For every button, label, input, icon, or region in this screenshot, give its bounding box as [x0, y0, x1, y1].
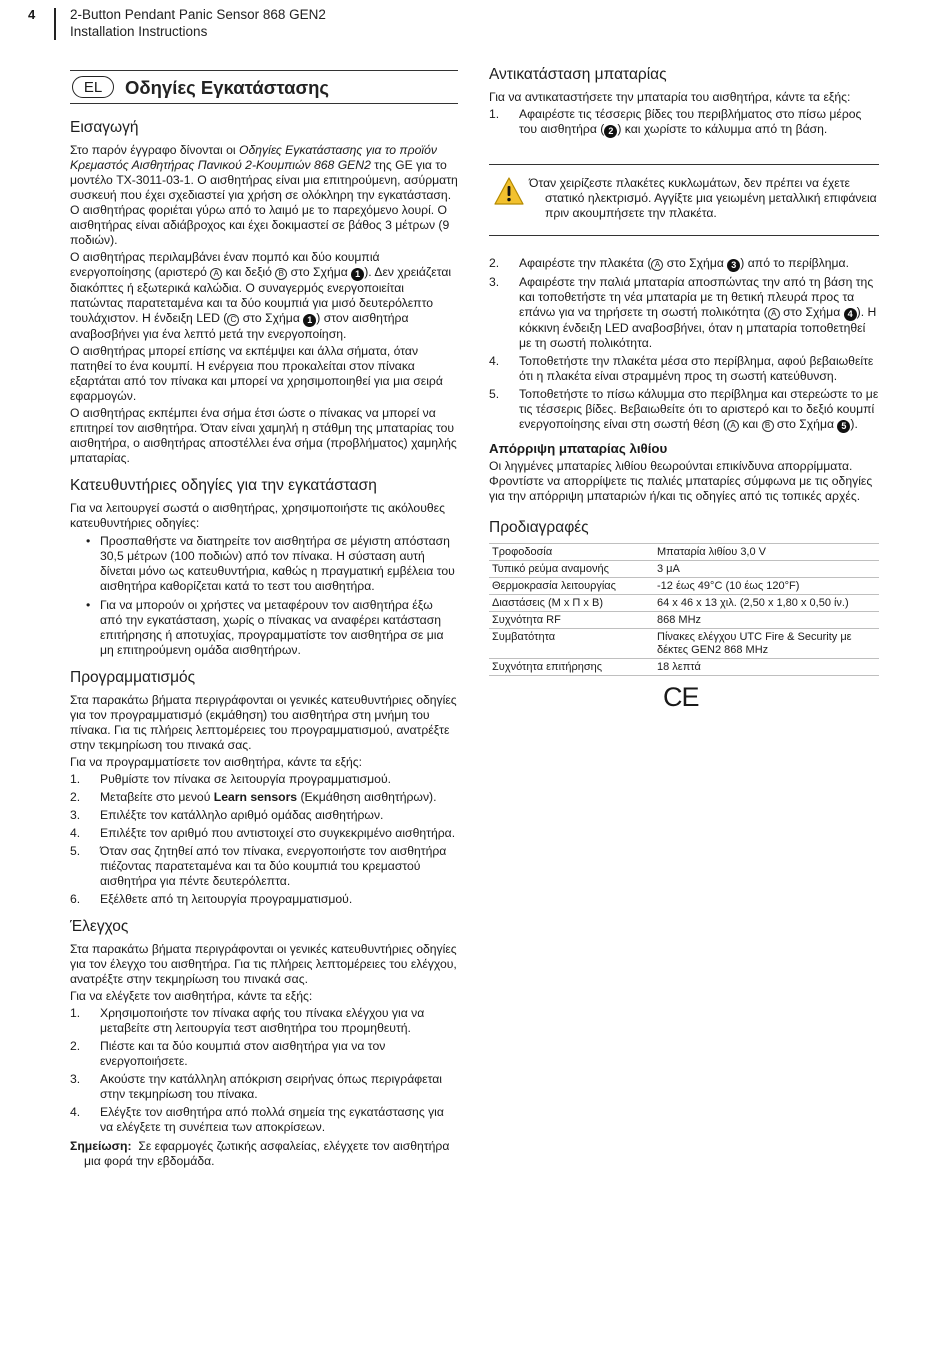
static-warning: [489, 164, 879, 236]
specs-heading: Προδιαγραφές: [489, 519, 589, 536]
list-item: 4. Τοποθετήστε την πλακέτα μέσα στο περίβλημα, αφού βεβαιωθείτε ότι η πλακέτα είναι στραμμένη προς τη σωστή κατεύθυνση.: [489, 354, 874, 383]
spec-label: Συχνότητα επιτήρησης: [489, 659, 654, 676]
list-item: 4. Επιλέξτε τον αριθμό που αντιστοιχεί στο συγκεκριμένο αισθητήρα.: [70, 826, 456, 840]
right-column: [489, 62, 879, 712]
programming-paragraph-1: Στα παρακάτω βήματα περιγράφονται οι γενικές κατευθυντήριες οδηγίες για τον προγραμματισμό (εκμάθηση) του αισθητήρα στη μνήμη του πίνακα. Για τις πλήρεις λεπτομέρειες του προγραμματισμού, ανατρέξτε στην τεκμηρίωση του πινακά σας.: [70, 693, 457, 752]
note-label: Σημείωση:: [70, 1139, 132, 1153]
running-header: [70, 7, 326, 40]
figure-1-icon: 1: [303, 314, 316, 327]
table-row: [489, 612, 879, 629]
language-badge: EL: [72, 76, 114, 98]
spec-value: 18 λεπτά: [654, 659, 879, 676]
marker-b-icon: B: [762, 420, 774, 432]
testing-paragraph-1: Στα παρακάτω βήματα περιγράφονται οι γενικές κατευθυντήριες οδηγίες για τον έλεγχο του αισθητήρα. Για τις πλήρεις λεπτομέρειες του ελέγχου, ανατρέξτε στην τεκμηρίωση του πινακά σας.: [70, 942, 457, 986]
figure-4-icon: 4: [844, 308, 857, 321]
marker-a-icon: A: [210, 268, 222, 280]
list-item: 2. Πιέστε και τα δύο κουμπιά στον αισθητήρα για να τον ενεργοποιήσετε.: [70, 1039, 386, 1068]
table-row: [489, 595, 879, 612]
table-row: [489, 561, 879, 578]
battery-intro: Για να αντικαταστήσετε την μπαταρία του αισθητήρα, κάντε τα εξής:: [489, 90, 851, 104]
ce-mark-icon: CE: [663, 682, 699, 712]
spec-value: Πίνακες ελέγχου UTC Fire & Security με δέκτες GEN2 868 MHz: [654, 629, 879, 659]
programming-paragraph-2: Για να προγραμματίσετε τον αισθητήρα, κάντε τα εξής:: [70, 755, 363, 769]
programming-steps: [70, 772, 458, 907]
marker-a-icon: A: [727, 420, 739, 432]
marker-a-icon: A: [651, 259, 663, 271]
header-doc-type: Installation Instructions: [70, 23, 208, 39]
guidelines-heading: Κατευθυντήριες οδηγίες για την εγκατάσταση: [70, 477, 377, 494]
list-item: 2. Μεταβείτε στο μενού Learn sensors (Εκμάθηση αισθητήρων).: [70, 790, 437, 804]
list-item: 3. Αφαιρέστε την παλιά μπαταρία αποσπώντας την από τη βάση της και τοποθετήστε τη νέα μπαταρία με τη θετική πλευρά προς τα επάνω για να τηρήσετε τη σωστή πολικότητα ( A στο Σχήμα 4 ). Η κόκκινη ένδειξη LED αναβοσβήνει, όταν η μπαταρία τοποθετηθεί με τη σωστή πολικότητα.: [489, 275, 877, 350]
page-number: 4: [28, 7, 36, 22]
spec-value: 3 μA: [654, 561, 879, 578]
table-row: [489, 544, 879, 561]
spec-value: 64 x 46 x 13 χιλ. (2,50 x 1,80 x 0,50 ίν.): [654, 595, 879, 612]
testing-heading: Έλεγχος: [70, 918, 129, 935]
programming-heading: Προγραμματισμός: [70, 669, 196, 686]
spec-label: Συμβατότητα: [489, 629, 654, 659]
table-row: [489, 629, 879, 659]
marker-a-icon: A: [768, 308, 780, 320]
testing-note: Σημείωση: Σε εφαρμογές ζωτικής ασφαλείας, ελέγχετε τον αισθητήρα μια φορά την εβδομάδα.: [70, 1139, 450, 1168]
intro-paragraph-3: Ο αισθητήρας μπορεί επίσης να εκπέμψει και άλλα σήματα, όταν πατηθεί το ένα κουμπί. Η ενέργεια που προκαλείται στον πίνακα εξαρτάται από τον πίνακα και μπορεί να χρησιμοποιηθεί για μια σειρά εφαρμογών.: [70, 344, 443, 403]
list-item: • Για να μπορούν οι χρήστες να μεταφέρουν τον αισθητήρα έξω από την εγκατάσταση, χωρίς ο πίνακας να αναφέρει κατάσταση επιτήρησης ή αποτυχίας, προγραμματίστε τον αισθητήρα σε μια μη επιτηρούμενη ομάδα αισθητήρων.: [86, 598, 444, 657]
marker-c-icon: C: [227, 314, 239, 326]
intro-paragraph-1: Στο παρόν έγγραφο δίνονται οι Οδηγίες Εγκατάστασης για το προϊόν Κρεμαστός Αισθητήρας Πανικού 2-Κουμπιών 868 GEN2 της GE για το μοντέλο TX-3011-03-1. Ο αισθητήρας είναι μια επιτηρούμενη, ασύρματη συσκευή που έχει σχεδιαστεί για χρήση σε ολόκληρη την εγκατάσταση. Ο αισθητήρας φοριέται γύρω από το λαιμό με το παρεχόμενο λουρί. Ο αισθητήρας είναι αδιάβροχος και έχει δοκιμαστεί σε βάθος 3 μέτρων (9 ποδιών).: [70, 143, 458, 247]
spec-value: Μπαταρία λιθίου 3,0 V: [654, 544, 879, 561]
figure-1-icon: 1: [351, 268, 364, 281]
intro-paragraph-4: Ο αισθητήρας εκπέμπει ένα σήμα έτσι ώστε ο πίνακας να μπορεί να επιτηρεί τον αισθητήρα. Όταν είναι χαμηλή η στάθμη της μπαταρίας του αισθητήρα, ο αισθητήρας αποστέλλει ένα σήμα (προβλήματος) χαμηλής μπαταρίας.: [70, 406, 457, 465]
figure-3-icon: 3: [727, 259, 740, 272]
marker-b-icon: B: [275, 268, 287, 280]
testing-paragraph-2: Για να ελέγξετε τον αισθητήρα, κάντε τα εξής:: [70, 989, 313, 1003]
spec-value: 868 MHz: [654, 612, 879, 629]
list-item: 3. Επιλέξτε τον κατάλληλο αριθμό ομάδας αισθητήρων.: [70, 808, 384, 822]
spec-label: Διαστάσεις (Μ x Π x Β): [489, 595, 654, 612]
intro-heading: Εισαγωγή: [70, 119, 139, 136]
list-item: 1. Ρυθμίστε τον πίνακα σε λειτουργία προγραμματισμού.: [70, 772, 391, 786]
battery-steps-2: [489, 256, 879, 433]
doc-title: Οδηγίες Εγκατάστασης: [125, 76, 330, 98]
list-item: 1. Χρησιμοποιήστε τον πίνακα αφής του πίνακα ελέγχου για να μεταβείτε στη λειτουργία τεστ αισθητήρα του προμηθευτή.: [70, 1006, 425, 1035]
list-item: 6. Εξέλθετε από τη λειτουργία προγραμματισμού.: [70, 892, 353, 906]
list-item: 4. Ελέγξτε τον αισθητήρα από πολλά σημεία της εγκατάστασης για να ελέγξετε τη συνέπεια των αποκρίσεων.: [70, 1105, 444, 1134]
figure-2-icon: 2: [604, 125, 617, 138]
list-item: 2. Αφαιρέστε την πλακέτα ( A στο Σχήμα 3 ) από το περίβλημα.: [489, 256, 849, 270]
bullet-icon: •: [86, 534, 91, 548]
guidelines-list: [86, 534, 458, 658]
list-item: 3. Ακούστε την κατάλληλη απόκριση σειρήνας όπως περιγράφεται στην τεκμηρίωση του πίνακα.: [70, 1072, 442, 1101]
spec-label: Τροφοδοσία: [489, 544, 654, 561]
table-row: [489, 659, 879, 676]
warning-icon: [489, 176, 529, 223]
spec-label: Τυπικό ρεύμα αναμονής: [489, 561, 654, 578]
list-item: • Προσπαθήστε να διατηρείτε τον αισθητήρα σε μέγιστη απόσταση 30,5 μέτρων (100 ποδιών) από τον πίνακα. Η σύσταση αυτή δίνεται μόνο ως κατευθυντήρια, καθώς η πραγματική εμβέλεια του αισθητήρα καθορίζεται κατά το τεστ του αισθητήρα.: [86, 534, 455, 593]
battery-steps-1: [489, 107, 879, 138]
list-item: 1. Αφαιρέστε τις τέσσερις βίδες του περιβλήματος στο πίσω μέρος του αισθητήρα ( 2 ) και χωρίστε το κάλυμμα από τη βάση.: [489, 107, 862, 136]
header-product-name: 2-Button Pendant Panic Sensor 868 GEN2: [70, 7, 326, 22]
battery-heading: Αντικατάσταση μπαταρίας: [489, 66, 667, 83]
figure-5-icon: 5: [837, 420, 850, 433]
disposal-text: Οι ληγμένες μπαταρίες λιθίου θεωρούνται επικίνδυνα απορρίμματα. Φροντίστε να απορρίψετε τις παλιές μπαταρίες σύμφωνα με τις οδηγίες για την απόρριψη μπαταριών ή/και τις οδηγίες από τις τοπικές αρχές.: [489, 459, 873, 503]
intro-italic-title: Οδηγίες Εγκατάστασης για το προϊόν Κρεμαστός Αισθητήρας Πανικού 2-Κουμπιών 868 GEN2: [70, 143, 437, 172]
testing-steps: [70, 1006, 458, 1135]
header-divider: [54, 8, 56, 40]
list-item: 5. Τοποθετήστε το πίσω κάλυμμα στο περίβλημα και στερεώστε το με τις τέσσερις βίδες. Βεβαιωθείτε ότι το αριστερό και το δεξιό κουμπί ενεργοποίησης είναι στη σωστή θέση ( A και B στο Σχήμα 5 ).: [489, 387, 879, 431]
spec-label: Συχνότητα RF: [489, 612, 654, 629]
intro-paragraph-2: Ο αισθητήρας περιλαμβάνει έναν πομπό και δύο κουμπιά ενεργοποίησης (αριστερό A και δεξιό B στο Σχήμα 1 ). Δεν χρειάζεται διακόπτες ή εξωτερικά καλώδια. Ο συναγερμός ενεργοποιείται πατώντας παρατεταμένα και τα δύο κουμπιά για μισό δευτερόλεπτο τουλάχιστον. Η ένδειξη LED ( C στο Σχήμα 1 ) στον αισθητήρα αναβοσβήνει για ένα λεπτό μετά την ενεργοποίηση.: [70, 250, 452, 341]
specs-table: [489, 543, 879, 676]
warning-text: Όταν χειρίζεστε πλακέτες κυκλωμάτων, δεν πρέπει να έχετε στατικό ηλεκτρισμό. Αγγίξτε μια γειωμένη μεταλλική επιφάνεια πριν ακουμπήσετε την πλακέτα.: [529, 176, 877, 220]
menu-name: Learn sensors: [213, 790, 298, 804]
left-column: [70, 62, 458, 1171]
guidelines-intro: Για να λειτουργεί σωστά ο αισθητήρας, χρησιμοποιήστε τις ακόλουθες κατευθυντήριες οδηγίες:: [70, 501, 445, 530]
bullet-icon: •: [86, 598, 91, 612]
list-item: 5. Όταν σας ζητηθεί από τον πίνακα, ενεργοποιήστε τον αισθητήρα πιέζοντας παρατεταμένα και τα δύο κουμπιά του κρεμαστού αισθητήρα για πέντε δευτερόλεπτα.: [70, 844, 447, 888]
spec-value: -12 έως 49°C (10 έως 120°F): [654, 578, 879, 595]
title-bar: [70, 70, 458, 104]
table-row: [489, 578, 879, 595]
spec-label: Θερμοκρασία λειτουργίας: [489, 578, 654, 595]
disposal-heading: Απόρριψη μπαταρίας λιθίου: [489, 441, 668, 456]
